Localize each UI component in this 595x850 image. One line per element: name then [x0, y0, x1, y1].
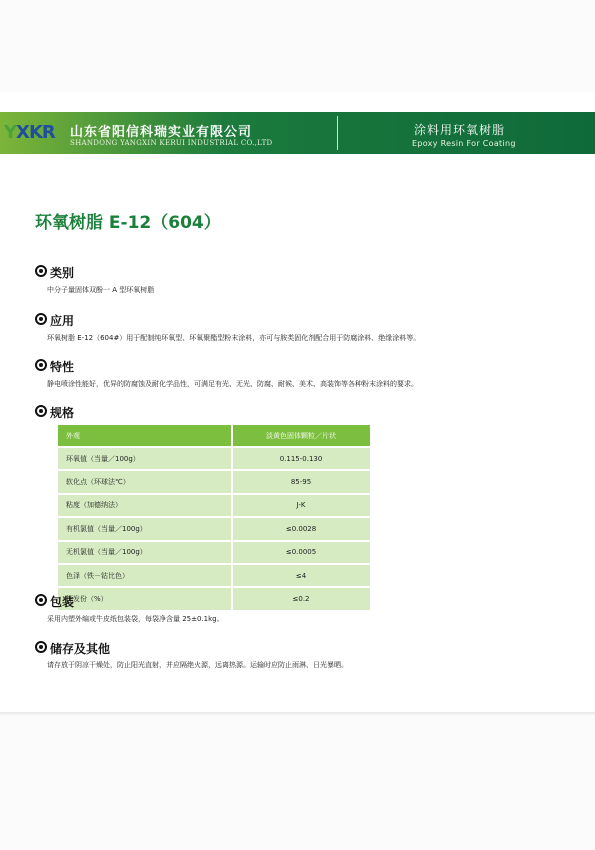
table-row: [58, 517, 370, 540]
spec-property: 粘度（加德纳法）: [58, 494, 232, 517]
logo-letter-r: R: [41, 122, 55, 143]
table-row: [58, 587, 370, 610]
bullet-circle-icon: [35, 594, 47, 606]
bullet-circle-icon: [35, 641, 47, 653]
spec-property: 挥发份（%）: [58, 587, 232, 610]
section-heading-text: 储存及其他: [50, 642, 111, 656]
features-text: 静电喷涂性能好，优异的防腐蚀及耐化学品性，可满足有光、无光、防腐、耐候、美术、高装饰等各种粉末涂料的要求。: [47, 380, 418, 388]
table-row: [58, 447, 370, 470]
bullet-circle-icon: [35, 405, 47, 417]
company-logo: [4, 120, 56, 146]
category-text: 中分子量固体双酚一 A 型环氧树脂: [47, 286, 155, 294]
company-name-cn: 山东省阳信科瑞实业有限公司: [70, 125, 253, 140]
spec-property: 软化点（环球法℃）: [58, 470, 232, 493]
spec-value: ≤0.2: [232, 587, 370, 610]
spec-value: J-K: [232, 494, 370, 517]
spec-property: 无机氯值（当量／100g）: [58, 541, 232, 564]
spec-value: ≤0.0005: [232, 541, 370, 564]
product-line-en: Epoxy Resin For Coating: [412, 139, 516, 148]
section-heading-packaging: [35, 593, 74, 610]
bullet-circle-icon: [35, 265, 47, 277]
logo-letter-x: X: [16, 122, 29, 143]
table-row: [58, 470, 370, 493]
packaging-text: 采用内塑外编或牛皮纸包装袋，每袋净含量 25±0.1kg。: [47, 615, 224, 623]
section-heading-specs: [35, 404, 74, 421]
section-heading-text: 应用: [50, 314, 75, 328]
section-heading-text: 包装: [50, 595, 75, 609]
table-row: [58, 564, 370, 587]
table-row: [58, 541, 370, 564]
section-heading-category: [35, 264, 74, 281]
spec-property: 有机氯值（当量／100g）: [58, 517, 232, 540]
section-heading-text: 类别: [50, 266, 75, 280]
logo-letter-y: Y: [4, 122, 17, 143]
document-title: 环氧树脂 E-12（604）: [35, 213, 221, 233]
spec-table: [58, 425, 370, 612]
table-row: [58, 494, 370, 517]
bullet-circle-icon: [35, 313, 47, 325]
spec-value: ≤0.0028: [232, 517, 370, 540]
company-name-en: SHANDONG YANGXIN KERUI INDUSTRIAL CO.,LTD: [70, 139, 273, 147]
section-heading-application: [35, 312, 74, 329]
storage-text: 请存放于阴凉干燥处，防止阳光直射，并应隔绝火源，远离热源。运输时应防止雨淋、日光暴晒。: [47, 661, 348, 669]
spec-header-value: 淡黄色固体颗粒／片状: [232, 425, 370, 447]
page-edge: [0, 712, 595, 716]
section-heading-text: 特性: [50, 360, 75, 374]
product-line-cn: 涂料用环氧树脂: [414, 123, 506, 137]
section-heading-features: [35, 358, 74, 375]
spec-header-property: 外观: [58, 425, 232, 447]
section-heading-text: 规格: [50, 406, 75, 420]
spec-value: 0.115-0.130: [232, 447, 370, 470]
spec-property: 环氧值（当量／100g）: [58, 447, 232, 470]
logo-letter-k: K: [28, 122, 42, 143]
spec-value: ≤4: [232, 564, 370, 587]
spec-property: 色泽（铁－钴比色）: [58, 564, 232, 587]
header-divider: [337, 116, 338, 150]
spec-value: 85-95: [232, 470, 370, 493]
section-heading-storage: [35, 640, 110, 657]
spec-table-header: [58, 425, 370, 447]
bullet-circle-icon: [35, 359, 47, 371]
application-text: 环氧树脂 E-12（604#）用于配制纯环氧型、环氧聚酯型粉末涂料，亦可与胺类固化剂配合用于防腐涂料、绝缘涂料等。: [47, 334, 421, 342]
